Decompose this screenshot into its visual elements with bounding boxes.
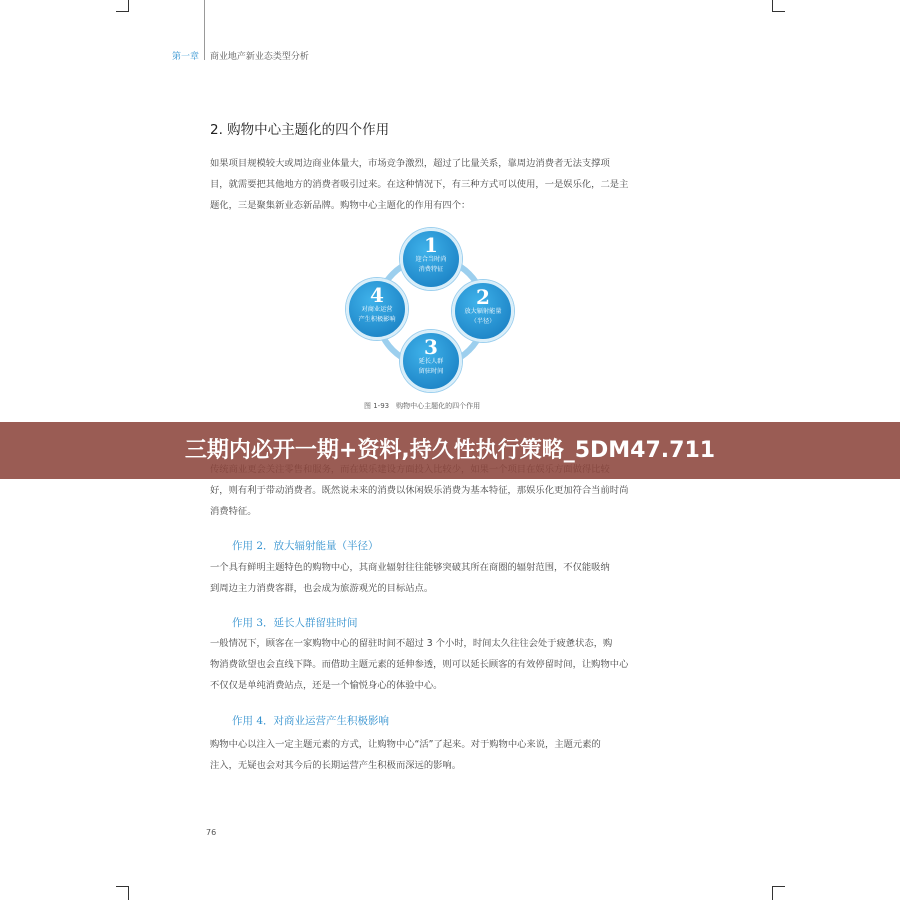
- chapter-label: 第一章: [172, 52, 200, 62]
- role-3-heading: 作用 3．延长人群留驻时间: [232, 617, 358, 629]
- paragraph-line: 不仅仅是单纯消费站点，还是一个愉悦身心的体验中心。: [210, 680, 443, 691]
- crop-mark-top-left-h: [116, 11, 128, 12]
- node-caption: 对商业运营: [361, 306, 393, 313]
- node-caption: （半径）: [470, 318, 496, 325]
- diagram-node-1: [400, 228, 462, 290]
- crop-mark-top-left: [128, 0, 129, 12]
- running-header: [172, 49, 309, 62]
- diagram-node-2: [452, 280, 514, 342]
- diagram-node-4: [346, 278, 408, 340]
- paragraph-line: 目，就需要把其他地方的消费者吸引过来。在这种情况下，有三种方式可以使用，一是娱乐化，二是主: [210, 179, 629, 190]
- node-number: 4: [370, 283, 384, 307]
- title-banner: [0, 422, 900, 479]
- intro-paragraph: [210, 153, 672, 216]
- node-number: 2: [476, 285, 490, 309]
- paragraph-line: 一个具有鲜明主题特色的购物中心，其商业辐射往往能够突破其所在商圈的辐射范围，不仅能吸纳: [210, 562, 610, 573]
- node-caption: 延长人群: [418, 358, 444, 365]
- role-4-heading: 作用 4．对商业运营产生积极影响: [232, 715, 390, 727]
- node-caption: 消费特征: [418, 266, 444, 273]
- node-caption: 留驻时间: [418, 368, 444, 375]
- chapter-title: 商业地产新业态类型分析: [209, 52, 309, 62]
- paragraph-line: 注入，无疑也会对其今后的长期运营产生积极而深远的影响。: [210, 760, 462, 771]
- four-roles-diagram: [330, 222, 530, 397]
- crop-mark-top-right-h: [773, 11, 785, 12]
- role-2-paragraph: [210, 557, 672, 599]
- diagram-node-3: [400, 330, 462, 392]
- role-4-paragraph: [210, 734, 672, 776]
- paragraph-line: 购物中心以注入一定主题元素的方式，让购物中心“活”了起来。对于购物中心来说，主题元素的: [210, 739, 601, 750]
- crop-mark-bottom-left: [128, 886, 129, 900]
- crop-mark-bottom-right-h: [773, 886, 785, 887]
- page-number: 76: [206, 828, 217, 837]
- paragraph-line: 物消费欲望也会直线下降。而借助主题元素的延伸参透，则可以延长顾客的有效停留时间，让购物中心: [210, 659, 629, 670]
- node-number: 1: [424, 233, 438, 257]
- paragraph-line: 消费特征。: [210, 506, 257, 517]
- paragraph-line: 好，则有利于带动消费者。既然说未来的消费以休闲娱乐消费为基本特征，那娱乐化更加符合当前时尚: [210, 485, 629, 496]
- node-number: 3: [424, 335, 438, 359]
- paragraph-line: 到周边主力消费客群，也会成为旅游观光的目标站点。: [210, 583, 434, 594]
- role-3-paragraph: [210, 633, 672, 696]
- node-caption: 产生积极影响: [358, 316, 396, 323]
- crop-mark-bottom-right: [772, 886, 773, 900]
- paragraph-line: 如果项目规模较大或周边商业体量大，市场竞争激烈，超过了比量关系，靠周边消费者无法支撑项: [210, 158, 610, 169]
- crop-mark-bottom-left-h: [116, 886, 128, 887]
- banner-title: 三期内必开一期+资料,持久性执行策略_5DM47.711: [184, 438, 716, 463]
- section-heading: 2. 购物中心主题化的四个作用: [210, 122, 390, 138]
- figure-caption: 图 1-93 购物中心主题化的四个作用: [364, 402, 481, 410]
- paragraph-line: 题化，三是聚集新业态新品牌。购物中心主题化的作用有四个：: [210, 200, 471, 211]
- role-2-heading: 作用 2．放大辐射能量（半径）: [232, 540, 379, 552]
- node-caption: 迎合当时尚: [415, 256, 447, 263]
- paragraph-line: 一般情况下，顾客在一家购物中心的留驻时间不超过 3 个小时，时间太久往往会处于疲惫状态，购: [210, 638, 613, 649]
- node-caption: 放大辐射能量: [464, 308, 502, 315]
